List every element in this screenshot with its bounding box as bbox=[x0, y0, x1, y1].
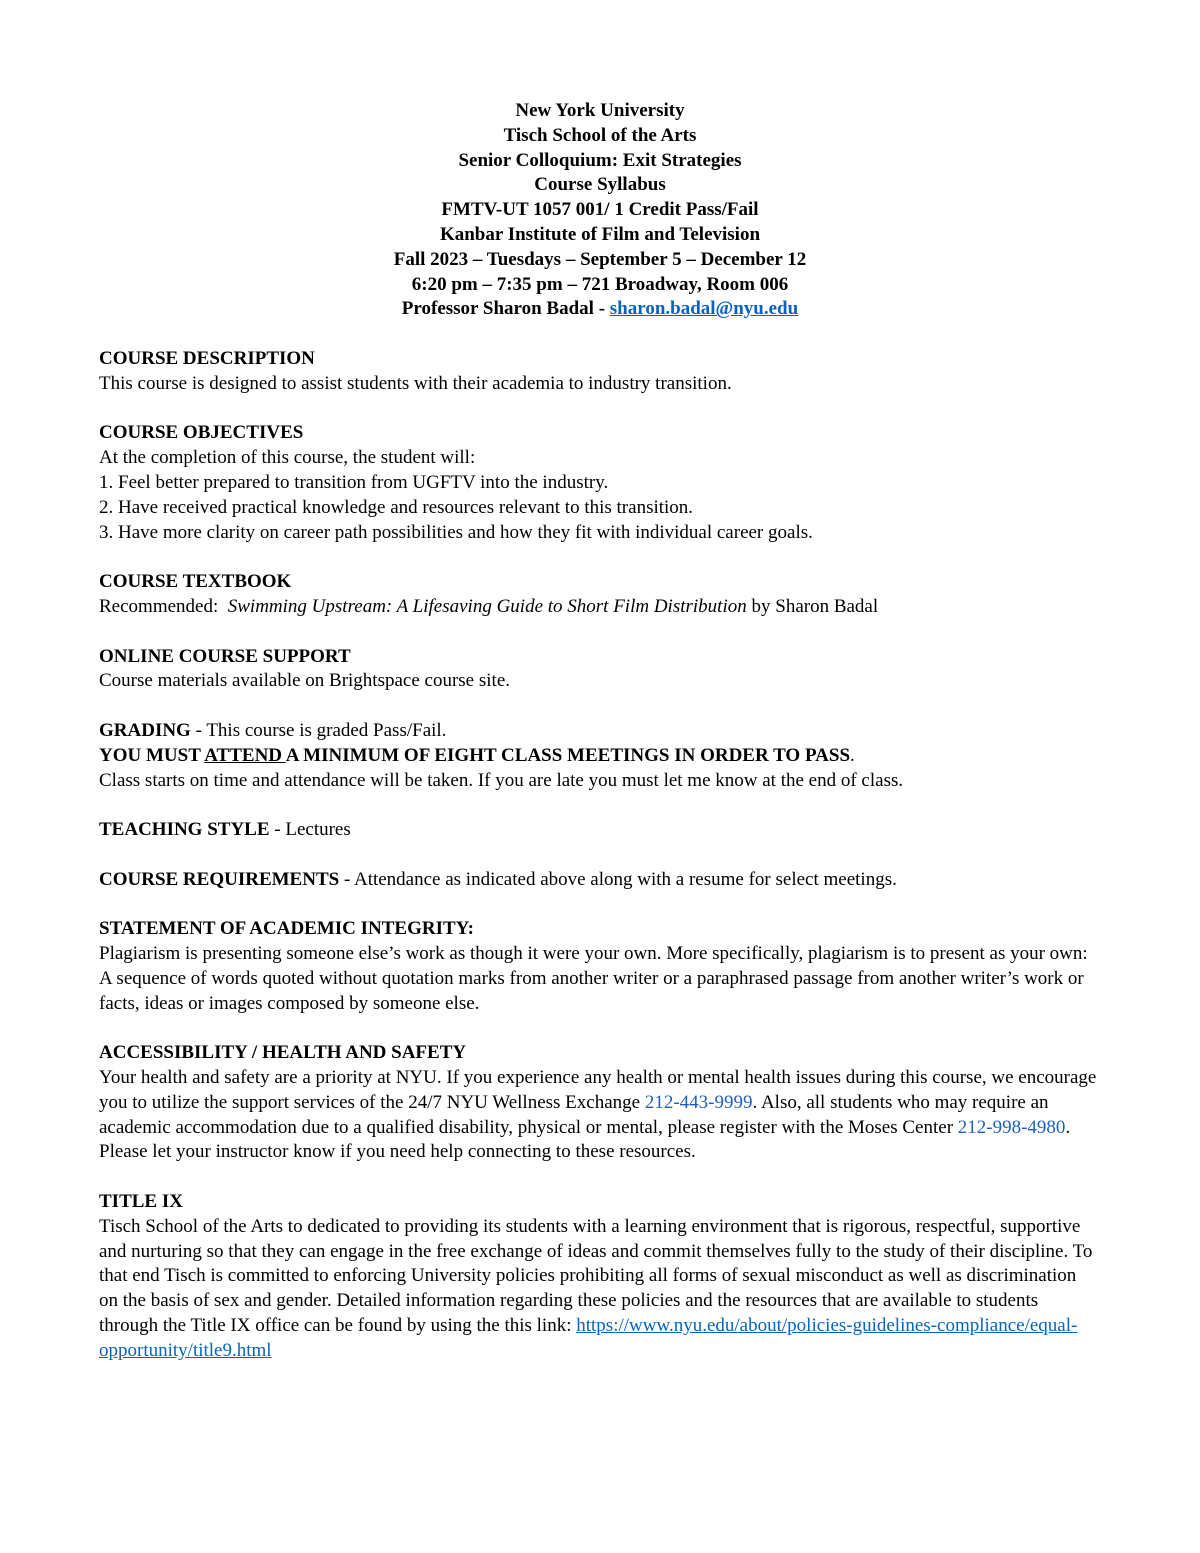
section-accessibility bbox=[99, 1041, 1101, 1165]
attendance-requirement bbox=[99, 744, 1101, 769]
section-heading: COURSE REQUIREMENTS bbox=[99, 868, 340, 890]
objective-item: 1. Feel better prepared to transition from UGFTV into the industry. bbox=[99, 471, 609, 493]
section-heading: TITLE IX bbox=[99, 1191, 183, 1213]
wellness-exchange-phone[interactable]: 212-443-9999 bbox=[644, 1091, 753, 1113]
requirement-period: . bbox=[850, 744, 855, 766]
requirements-line bbox=[99, 868, 1101, 893]
accessibility-text bbox=[99, 1066, 1099, 1165]
section-heading: ONLINE COURSE SUPPORT bbox=[99, 645, 351, 667]
requirement-attend: ATTEND bbox=[204, 744, 286, 766]
section-heading: TEACHING STYLE bbox=[99, 819, 270, 841]
professor-line bbox=[99, 297, 1101, 322]
teaching-line bbox=[99, 818, 1101, 843]
document-header bbox=[99, 99, 1101, 322]
requirements-text: - Attendance as indicated above along with a resume for select meetings. bbox=[339, 868, 897, 890]
teaching-text: - Lectures bbox=[269, 819, 351, 841]
section-heading: COURSE DESCRIPTION bbox=[99, 347, 315, 369]
section-course-objectives bbox=[99, 421, 1101, 545]
section-text: This course is designed to assist students with their academia to industry transition. bbox=[99, 372, 732, 394]
grading-line bbox=[99, 719, 1101, 744]
accessibility-text-part: . Also, all students who may require an academic accommodation due to a qualified disability, physical or mental, please register with the Moses Center bbox=[99, 1091, 1049, 1138]
school-name: Tisch School of the Arts bbox=[503, 124, 697, 146]
section-teaching-style bbox=[99, 818, 1101, 843]
institute-name: Kanbar Institute of Film and Television bbox=[439, 223, 761, 245]
professor-email-link[interactable]: sharon.badal@nyu.edu bbox=[609, 298, 799, 320]
section-online-support bbox=[99, 645, 1101, 695]
document-type: Course Syllabus bbox=[534, 174, 666, 196]
class-time-location: 6:20 pm – 7:35 pm – 721 Broadway, Room 006 bbox=[411, 273, 789, 295]
objective-item: 2. Have received practical knowledge and resources relevant to this transition. bbox=[99, 496, 694, 518]
section-course-requirements bbox=[99, 868, 1101, 893]
course-title: Senior Colloquium: Exit Strategies bbox=[458, 149, 742, 171]
accessibility-text-part: Your health and safety are a priority at NYU. If you experience any health or mental health issues during this course, we encourage you to utilize the support services of the 24/7 NYU Wellness Exchange bbox=[99, 1067, 1097, 1113]
title-ix-link[interactable]: https://www.nyu.edu/about/policies-guidelines-compliance/equal-opportunity/title9.html bbox=[99, 1315, 1078, 1361]
section-heading: GRADING bbox=[99, 719, 191, 741]
title-ix-text-part: Tisch School of the Arts to dedicated to providing its students with a learning environment that is rigorous, respectful, supportive and nurturing so that they can engage in the free exchange of ideas and commit themselves fully to the study of their discipline. To that end Tisch is committed to enforcing University policies prohibiting all forms of sexual misconduct as well as discrimination on the basis of sex and gender. Detailed information regarding these policies and the resources that are available to students through the Title IX office can be found by using the this link: bbox=[99, 1215, 1093, 1337]
section-course-textbook bbox=[99, 570, 1101, 620]
textbook-line bbox=[99, 595, 1101, 620]
term-dates: Fall 2023 – Tuesdays – September 5 – December 12 bbox=[393, 248, 807, 270]
textbook-author: by Sharon Badal bbox=[746, 595, 879, 617]
moses-center-phone[interactable]: 212-998-4980 bbox=[957, 1116, 1066, 1138]
section-heading: STATEMENT OF ACADEMIC INTEGRITY: bbox=[99, 918, 474, 940]
grading-text: - This course is graded Pass/Fail. bbox=[190, 719, 447, 741]
university-name: New York University bbox=[515, 100, 685, 121]
section-heading: COURSE OBJECTIVES bbox=[99, 422, 304, 444]
objective-item: 3. Have more clarity on career path possibilities and how they fit with individual career goals. bbox=[99, 521, 813, 543]
syllabus-page bbox=[99, 99, 1101, 1364]
integrity-text: Plagiarism is presenting someone else’s work as though it were your own. More specifically, plagiarism is to present as your own: A sequence of words quoted without quotation marks from another writer or a paraphrased passage from another writer’s work or facts, ideas or images composed by someone else. bbox=[99, 943, 1088, 1014]
textbook-title: Swimming Upstream: A Lifesaving Guide to Short Film Distribution bbox=[227, 595, 747, 617]
section-title-ix bbox=[99, 1190, 1101, 1364]
objectives-intro: At the completion of this course, the student will: bbox=[99, 447, 476, 469]
section-course-description bbox=[99, 347, 1101, 397]
section-heading: COURSE TEXTBOOK bbox=[99, 571, 292, 593]
section-heading: ACCESSIBILITY / HEALTH AND SAFETY bbox=[99, 1042, 467, 1064]
section-text: Course materials available on Brightspace course site. bbox=[99, 670, 511, 692]
title-ix-text bbox=[99, 1215, 1099, 1364]
section-grading bbox=[99, 719, 1101, 793]
textbook-prefix: Recommended: bbox=[99, 595, 228, 617]
attendance-note: Class starts on time and attendance will be taken. If you are late you must let me know at the end of class. bbox=[99, 769, 904, 791]
requirement-part: A MINIMUM OF EIGHT CLASS MEETINGS IN ORDER TO PASS bbox=[285, 744, 851, 766]
requirement-part: YOU MUST bbox=[99, 744, 205, 766]
course-code: FMTV-UT 1057 001/ 1 Credit Pass/Fail bbox=[441, 199, 759, 221]
section-academic-integrity bbox=[99, 917, 1101, 1016]
accessibility-text-part: . Please let your instructor know if you need help connecting to these resources. bbox=[99, 1116, 1071, 1163]
professor-name: Professor Sharon Badal - bbox=[401, 298, 610, 320]
